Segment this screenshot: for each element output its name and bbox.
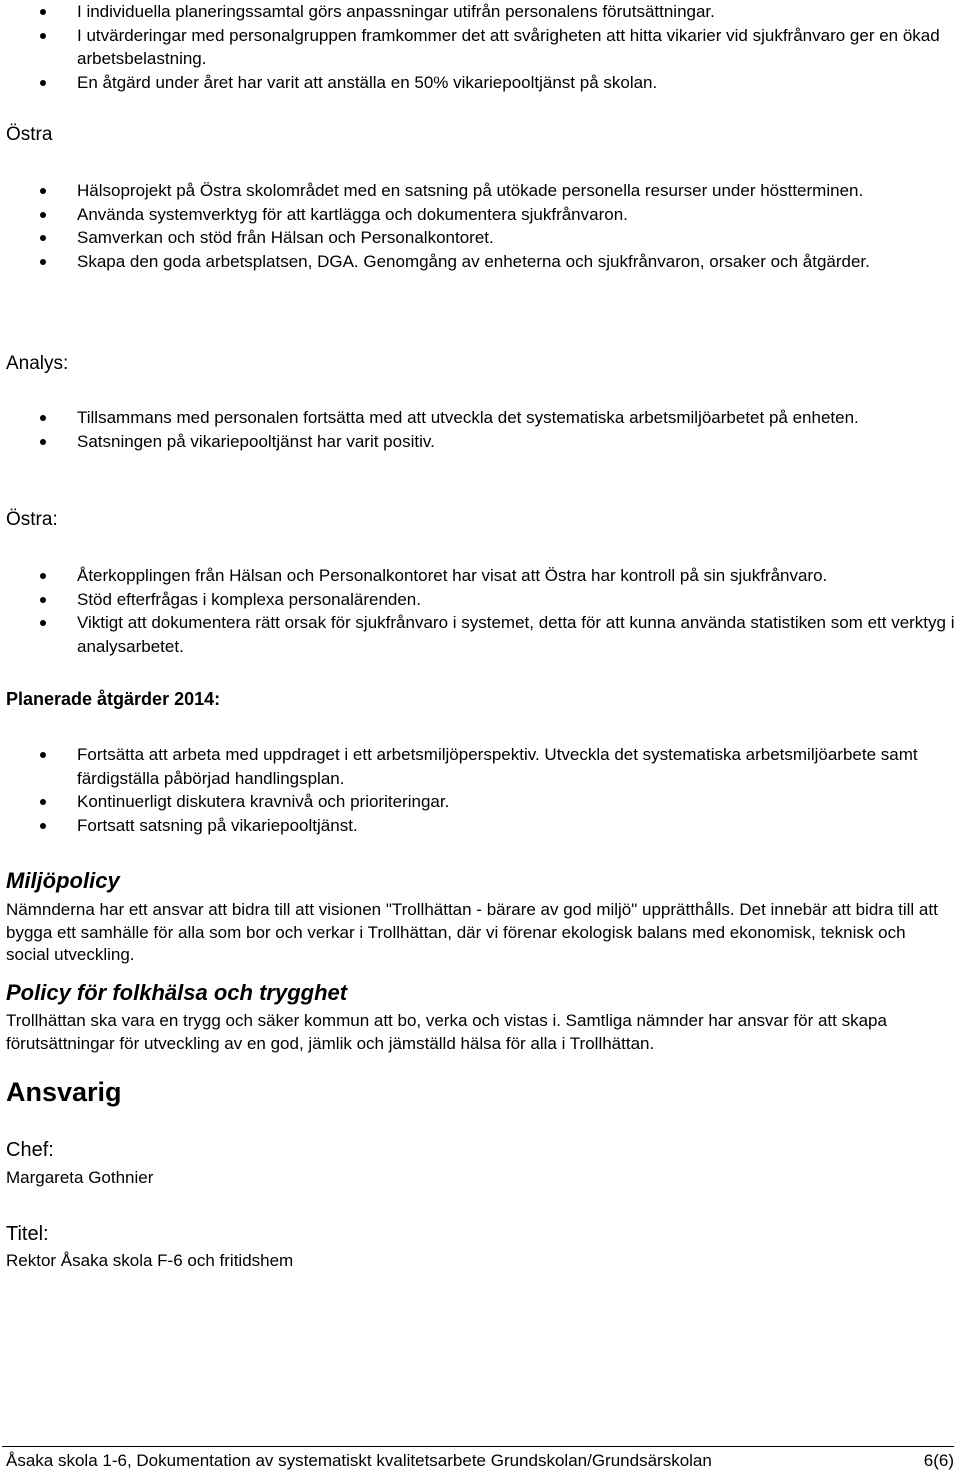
list-item [0, 790, 960, 814]
bullet-icon [40, 188, 46, 194]
page-number: 6(6) [923, 1451, 954, 1470]
list-item [0, 179, 960, 203]
bullet-icon [40, 799, 46, 805]
ostra2-list [0, 564, 960, 658]
list-item-text: Stöd efterfrågas i komplexa personalärenden. [77, 589, 421, 609]
footer-rule [2, 1446, 954, 1447]
list-item-text: Skapa den goda arbetsplatsen, DGA. Genomgång av enheterna och sjukfrånvaron, orsaker och åtgärder. [77, 251, 870, 271]
intro-list [0, 0, 960, 94]
list-item-text: Fortsatt satsning på vikariepooltjänst. [77, 815, 358, 835]
ostra2-list-block [0, 564, 960, 658]
list-item [0, 24, 960, 71]
list-item [0, 71, 960, 95]
chef-name: Margareta Gothnier [6, 1168, 154, 1187]
bullet-icon [40, 212, 46, 218]
section-heading-ansvarig: Ansvarig [6, 1077, 122, 1107]
list-item-text: Hälsoprojekt på Östra skolområdet med en satsning på utökade personella resurser under höstterminen. [77, 181, 864, 200]
section-heading-ostra: Östra [6, 124, 53, 145]
analys-list [0, 406, 960, 453]
section-heading-analys: Analys: [6, 353, 69, 374]
bullet-icon [40, 9, 46, 15]
list-item-text: Samverkan och stöd från Hälsan och Personalkontoret. [77, 228, 494, 247]
section-heading-planerade: Planerade åtgärder 2014: [6, 689, 221, 709]
list-item [0, 588, 960, 612]
section-heading-policy: Policy för folkhälsa och trygghet [6, 980, 348, 1005]
list-item [0, 564, 960, 588]
bullet-icon [40, 439, 46, 445]
planerade-list [0, 743, 960, 837]
list-item-text: Återkopplingen från Hälsan och Personalkontoret har visat att Östra har kontroll på sin sjukfrånvaro. [77, 566, 828, 585]
list-item-text: Tillsammans med personalen fortsätta med att utveckla det systematiska arbetsmiljöarbetet på enheten. [77, 408, 859, 427]
list-item-text: Viktigt att dokumentera rätt orsak för sjukfrånvaro i systemet, detta för att kunna använda statistiken som ett verktyg i analysarbetet. [77, 613, 955, 656]
intro-list-block [0, 0, 960, 94]
bullet-icon [40, 259, 46, 265]
list-item [0, 0, 960, 24]
list-item [0, 814, 960, 838]
list-item [0, 611, 960, 658]
footer-left: Åsaka skola 1-6, Dokumentation av systematiskt kvalitetsarbete Grundskolan/Grundsärskolan [6, 1451, 712, 1470]
list-item-text: Kontinuerligt diskutera kravnivå och prioriteringar. [77, 792, 450, 811]
bullet-icon [40, 597, 46, 603]
bullet-icon [40, 80, 46, 86]
ostra-list [0, 179, 960, 273]
list-item [0, 226, 960, 250]
chef-label: Chef: [6, 1139, 54, 1161]
policy-text: Trollhättan ska vara en trygg och säker kommun att bo, verka och vistas i. Samtliga nämnder har ansvar för att skapa förutsättningar för utveckling av en god, jämlik och jämställd hälsa för alla i Trollhättan. [6, 1011, 887, 1053]
bullet-icon [40, 823, 46, 829]
planerade-list-block [0, 743, 960, 837]
bullet-icon [40, 33, 46, 39]
list-item-text: I utvärderingar med personalgruppen framkommer det att svårigheten att hitta vikarier vid sjukfrånvaro ger en ökad arbetsbelastning. [77, 25, 940, 68]
bullet-icon [40, 752, 46, 758]
list-item [0, 406, 960, 430]
list-item-text: En åtgärd under året har varit att anställa en 50% vikariepooltjänst på skolan. [77, 72, 658, 92]
section-heading-ostra-2: Östra: [6, 509, 58, 530]
section-heading-miljopolicy: Miljöpolicy [6, 868, 120, 893]
list-item-text: Använda systemverktyg för att kartlägga och dokumentera sjukfrånvaron. [77, 204, 628, 224]
list-item [0, 250, 960, 274]
list-item-text: Fortsätta att arbeta med uppdraget i ett arbetsmiljöperspektiv. Utveckla det systematiska arbetsmiljöarbete samt färdigställa påbörjad handlingsplan. [77, 745, 918, 788]
analys-list-block [0, 406, 960, 453]
titel-value: Rektor Åsaka skola F-6 och fritidshem [6, 1251, 294, 1270]
list-item-text: Satsningen på vikariepooltjänst har varit positiv. [77, 431, 435, 451]
list-item [0, 743, 960, 790]
list-item-text: I individuella planeringssamtal görs anpassningar utifrån personalens förutsättningar. [77, 2, 715, 21]
bullet-icon [40, 573, 46, 579]
bullet-icon [40, 235, 46, 241]
list-item [0, 430, 960, 454]
list-item [0, 203, 960, 227]
titel-label: Titel: [6, 1223, 49, 1245]
bullet-icon [40, 415, 46, 421]
miljopolicy-text: Nämnderna har ett ansvar att bidra till att visionen "Trollhättan - bärare av god miljö" upprätthålls. Det innebär att bidra till att bygga ett samhälle för alla som bor och verkar i Trollhättan, där vi förenar ekologisk balans med ekonomisk, teknisk och social utveckling. [6, 900, 938, 964]
bullet-icon [40, 620, 46, 626]
ostra-list-block [0, 179, 960, 273]
